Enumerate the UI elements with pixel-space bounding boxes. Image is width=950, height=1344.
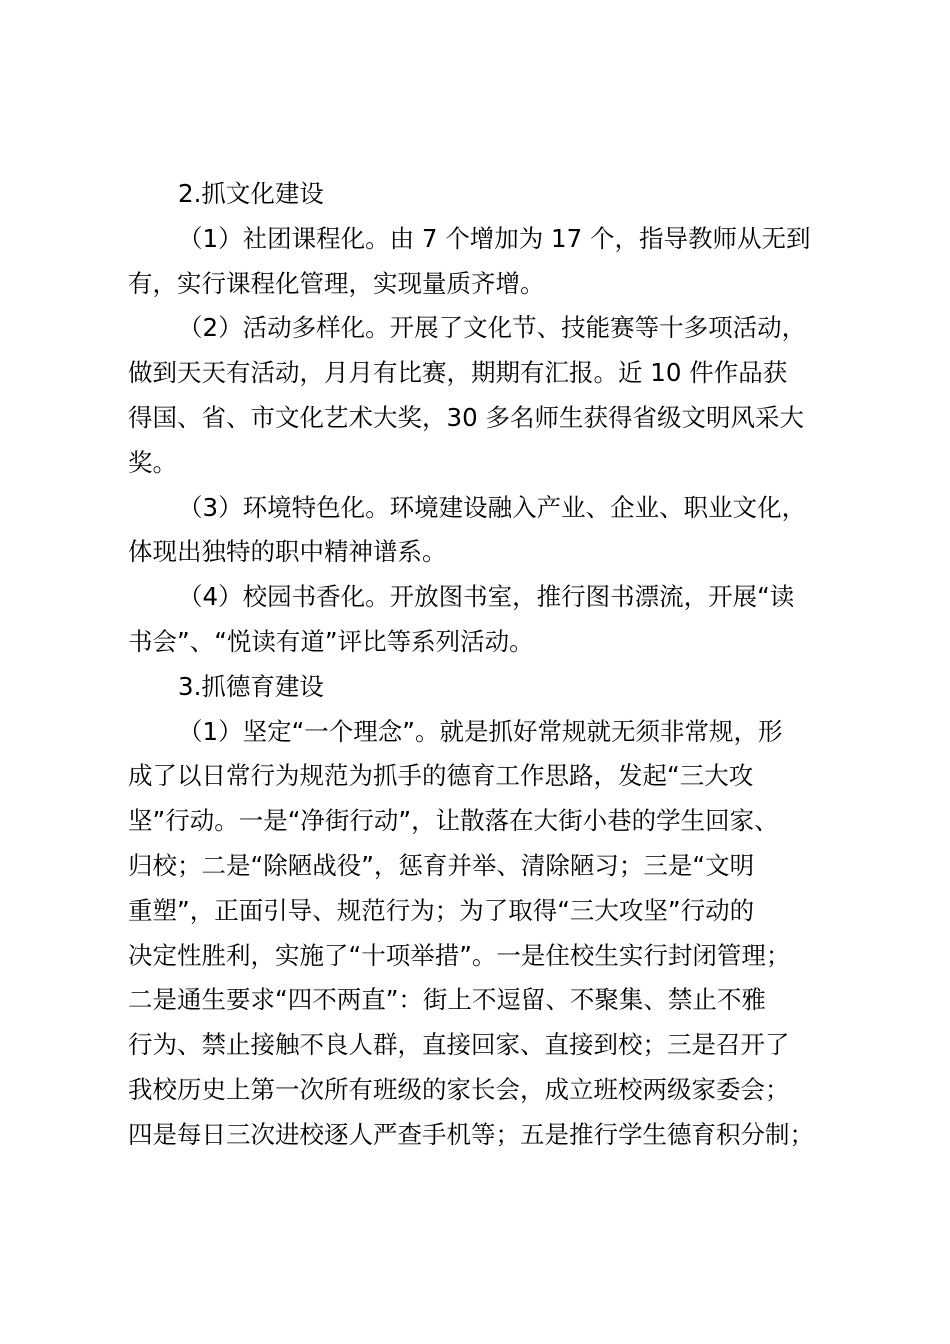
paragraph-line: 归校；二是“除陋战役”，惩育并举、清除陋习；三是“文明 <box>128 850 755 880</box>
paragraph-line: 成了以日常行为规范为抓手的德育工作思路，发起“三大攻 <box>128 761 754 791</box>
paragraph-line: 决定性胜利，实施了“十项举措”。一是住校生实行封闭管理； <box>128 940 791 970</box>
paragraph-line: （4）校园书香化。开放图书室，推行图书漂流，开展“读 <box>178 582 795 612</box>
paragraph-line: 书会”、“悦读有道”评比等系列活动。 <box>128 626 534 656</box>
document-body <box>128 172 848 1158</box>
paragraph-line: 行为、禁止接触不良人群，直接回家、直接到校；三是召开了 <box>128 1030 790 1060</box>
heading-moral-education: 3.抓德育建设 <box>178 671 324 701</box>
paragraph-line: 奖。 <box>128 447 177 477</box>
paragraph-line: 得国、省、市文化艺术大奖，30 多名师生获得省级文明风采大 <box>128 402 804 432</box>
paragraph-line: 重塑”，正面引导、规范行为；为了取得“三大攻坚”行动的 <box>128 895 755 925</box>
paragraph-line: （1）坚定“一个理念”。就是抓好常规就无须非常规，形 <box>178 716 783 746</box>
paragraph-line: 四是每日三次进校逐人严查手机等；五是推行学生德育积分制； <box>128 1119 814 1149</box>
paragraph-line: 坚”行动。一是“净街行动”，让散落在大街小巷的学生回家、 <box>128 806 779 836</box>
paragraph-line: （2）活动多样化。开展了文化节、技能赛等十多项活动， <box>178 313 807 343</box>
heading-culture: 2.抓文化建设 <box>178 179 324 208</box>
paragraph-line: （3）环境特色化。环境建设融入产业、企业、职业文化， <box>178 492 807 522</box>
paragraph-line: 二是通生要求“四不两直”：街上不逗留、不聚集、禁止不雅 <box>128 985 766 1015</box>
paragraph-line: （1）社团课程化。由 7 个增加为 17 个，指导教师从无到 <box>178 223 811 253</box>
paragraph-line: 做到天天有活动，月月有比赛，期期有汇报。近 10 件作品获 <box>128 358 788 388</box>
paragraph-line: 有，实行课程化管理，实现量质齐增。 <box>128 268 545 298</box>
paragraph-line: 体现出独特的职中精神谱系。 <box>128 537 447 567</box>
paragraph-line: 我校历史上第一次所有班级的家长会，成立班校两级家委会； <box>128 1074 790 1104</box>
